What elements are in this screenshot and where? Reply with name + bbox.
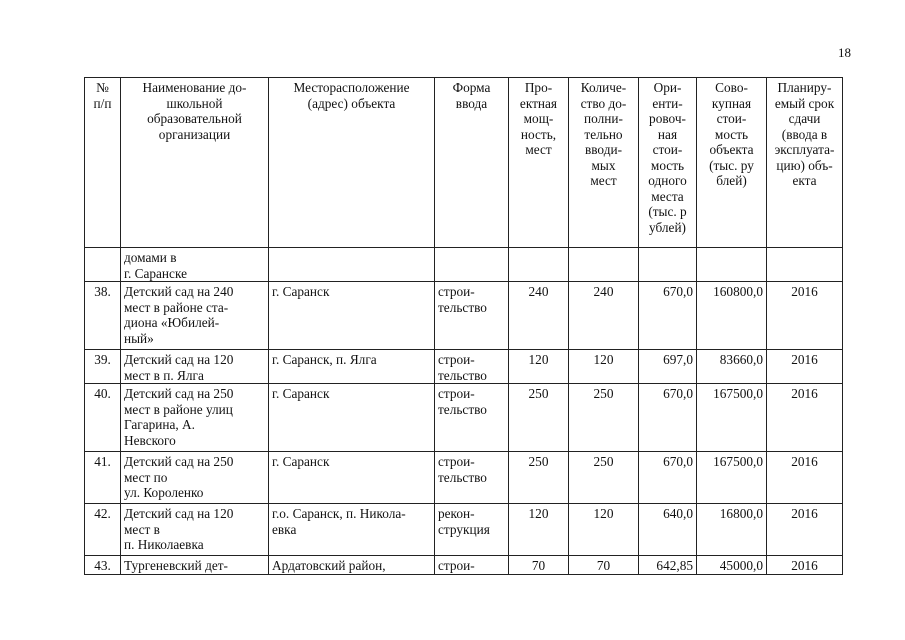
row-total-cost: 160800,0 — [697, 282, 767, 350]
header-location: Месторасположение (адрес) объекта — [269, 78, 435, 248]
row-num — [85, 248, 121, 282]
table-row — [85, 384, 843, 452]
table-row — [85, 556, 843, 575]
row-form — [435, 248, 509, 282]
header-total-cost: Сово- купная стои- мость объекта (тыс. ру блей) — [697, 78, 767, 248]
header-row — [85, 78, 843, 248]
row-additional: 250 — [569, 452, 639, 504]
row-unit-cost: 670,0 — [639, 452, 697, 504]
row-additional: 120 — [569, 350, 639, 384]
row-name: Детский сад на 250 мест по ул. Короленко — [121, 452, 269, 504]
header-unit-cost: Ори- енти- ровоч- ная стои- мость одного места (тыс. р ублей) — [639, 78, 697, 248]
row-num: 43. — [85, 556, 121, 575]
row-additional: 250 — [569, 384, 639, 452]
row-location: г.о. Саранск, п. Никола- евка — [269, 504, 435, 556]
row-total-cost: 83660,0 — [697, 350, 767, 384]
row-year: 2016 — [767, 384, 843, 452]
row-unit-cost: 697,0 — [639, 350, 697, 384]
header-capacity: Про- ектная мощ- ность, мест — [509, 78, 569, 248]
row-num: 38. — [85, 282, 121, 350]
row-year: 2016 — [767, 556, 843, 575]
row-year: 2016 — [767, 350, 843, 384]
row-form: строи- тельство — [435, 452, 509, 504]
row-location: г. Саранск — [269, 282, 435, 350]
header-year: Планиру- емый срок сдачи (ввода в эксплуата- цию) объ- екта — [767, 78, 843, 248]
kindergarten-table — [84, 77, 843, 575]
row-year: 2016 — [767, 282, 843, 350]
row-unit-cost: 670,0 — [639, 384, 697, 452]
header-additional: Количе- ство до- полни- тельно вводи- мых мест — [569, 78, 639, 248]
row-year: 2016 — [767, 504, 843, 556]
row-form: строи- — [435, 556, 509, 575]
table-row — [85, 504, 843, 556]
row-capacity: 70 — [509, 556, 569, 575]
row-num: 39. — [85, 350, 121, 384]
row-form: строи- тельство — [435, 350, 509, 384]
row-num: 40. — [85, 384, 121, 452]
row-location: г. Саранск — [269, 452, 435, 504]
row-unit-cost: 642,85 — [639, 556, 697, 575]
row-form: строи- тельство — [435, 282, 509, 350]
row-total-cost: 167500,0 — [697, 384, 767, 452]
row-total-cost: 167500,0 — [697, 452, 767, 504]
row-total-cost: 16800,0 — [697, 504, 767, 556]
header-num: № п/п — [85, 78, 121, 248]
row-location — [269, 248, 435, 282]
row-location: г. Саранск, п. Ялга — [269, 350, 435, 384]
row-form: строи- тельство — [435, 384, 509, 452]
row-capacity: 120 — [509, 504, 569, 556]
row-capacity: 250 — [509, 384, 569, 452]
row-capacity: 240 — [509, 282, 569, 350]
row-form: рекон- струкция — [435, 504, 509, 556]
row-name: домами в г. Саранске — [121, 248, 269, 282]
row-name: Тургеневский дет- — [121, 556, 269, 575]
row-additional: 120 — [569, 504, 639, 556]
row-name: Детский сад на 120 мест в п. Ялга — [121, 350, 269, 384]
row-year: 2016 — [767, 452, 843, 504]
row-unit-cost: 640,0 — [639, 504, 697, 556]
page-number: 18 — [838, 45, 851, 60]
row-year — [767, 248, 843, 282]
row-num: 42. — [85, 504, 121, 556]
row-capacity: 120 — [509, 350, 569, 384]
row-additional — [569, 248, 639, 282]
row-location: Ардатовский район, — [269, 556, 435, 575]
row-additional: 240 — [569, 282, 639, 350]
row-capacity — [509, 248, 569, 282]
row-unit-cost: 670,0 — [639, 282, 697, 350]
table-row — [85, 248, 843, 282]
row-location: г. Саранск — [269, 384, 435, 452]
header-name: Наименование до- школьной образовательной организации — [121, 78, 269, 248]
row-num: 41. — [85, 452, 121, 504]
header-form: Форма ввода — [435, 78, 509, 248]
row-additional: 70 — [569, 556, 639, 575]
row-name: Детский сад на 120 мест в п. Николаевка — [121, 504, 269, 556]
table-row — [85, 350, 843, 384]
table-row — [85, 282, 843, 350]
row-name: Детский сад на 250 мест в районе улиц Гагарина, А. Невского — [121, 384, 269, 452]
row-total-cost: 45000,0 — [697, 556, 767, 575]
row-total-cost — [697, 248, 767, 282]
row-unit-cost — [639, 248, 697, 282]
row-capacity: 250 — [509, 452, 569, 504]
table-row — [85, 452, 843, 504]
row-name: Детский сад на 240 мест в районе ста- диона «Юбилей- ный» — [121, 282, 269, 350]
